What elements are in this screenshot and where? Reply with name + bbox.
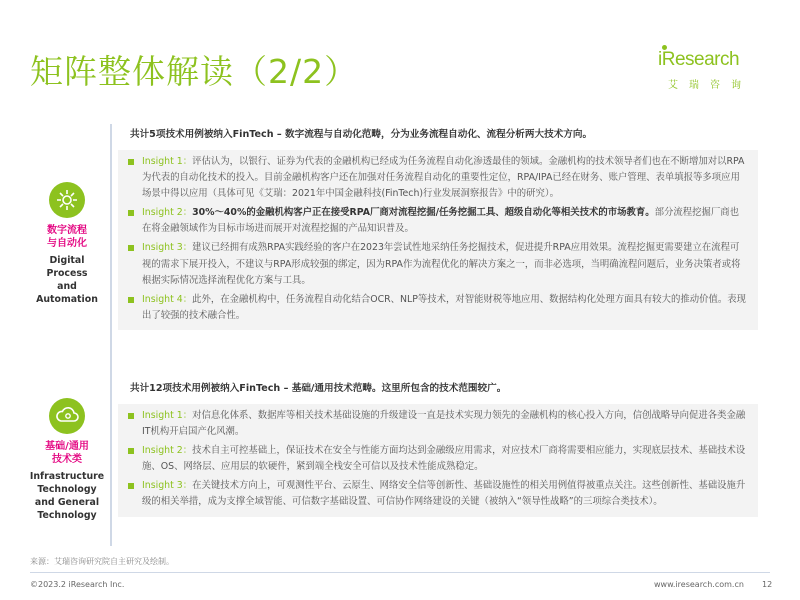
page-number: 12 [762,580,773,589]
side-title-en: Digital Process and Automation [36,255,98,305]
insight-item [128,240,748,288]
section-infrastructure [118,382,758,517]
insight-item [128,292,748,324]
insight-item [128,154,748,202]
footer-website-link[interactable]: www.iresearch.com.cn [654,580,744,589]
bullet-square-icon [128,210,134,216]
side-title-cn: 数字流程 与自动化 [47,225,87,249]
vertical-divider [110,124,112,546]
insight-text: 此外，在金融机构中，任务流程自动化结合OCR、NLP等技术，对智能财税等地应用、数据结构化处理方面具有较大的推动价值。表现出了较强的技术融合性。 [142,293,747,321]
insight-label: Insight 3： [142,480,193,492]
insight-text: 对信息化体系、数据库等相关技术基础设施的升级建设一直是技术实现力领先的金融机构的核心投入方向，信创战略导向促进各类金融IT机构开启国产化风潮。 [142,410,746,438]
insight-box [118,404,758,517]
section-heading: 共计12项技术用例被纳入FinTech – 基础/通用技术范畴。这里所包含的技术范围较广。 [130,383,507,394]
bullet-square-icon [128,245,134,251]
insight-box [118,150,758,330]
page-title: 矩阵整体解读（2/2） [30,52,359,91]
side-title-en: Infrastructure Technology and General Technology [29,471,105,521]
source-note: 来源：艾瑞咨询研究院自主研究及绘制。 [30,557,174,566]
insight-text: 建议已经拥有成熟RPA实践经验的客户在2023年尝试性地采纳任务挖掘技术，促进提升RPA应用效果。流程挖掘更需要建立在流程可视的需求下展开投入，不建议与RPA形成较强的绑定，因为RPA作为流程优化的解决方案之一，而非必选项，当明确流程问题后，业务决策者或将根据实际情况选择流程优化方案与工具。 [142,242,741,286]
logo-text: iResearch [658,49,740,70]
side-label-digital-process [28,182,106,306]
insight-item [128,408,748,440]
insight-label: Insight 3： [142,242,193,254]
section-heading: 共计5项技术用例被纳入FinTech – 数字流程与自动化范畴，分为业务流程自动化、流程分析两大技术方向。 [130,129,593,140]
insight-item [128,443,748,475]
insight-label: Insight 1： [142,410,193,421]
iresearch-logo[interactable] [658,34,768,94]
insight-text: 评估认为，以银行、证券为代表的金融机构已经成为任务流程自动化渗透最佳的领域。金融机构的技术领导者们也在不断增加对以RPA为代表的自动化技术的投入。目前金融机构客户还在加强对任务流程自动化的重要性定位，RPA/IPA已经在财务、账户管理、表单填报等多项应用场景中得以应用（具体可见《艾瑞：2021年中国金融科技(FinTech)行业发展洞察报告》中的研究）。 [142,156,745,200]
insight-text: 在关键技术方向上，可观测性平台、云原生、网络安全信等创新性、基础设施性的相关用例值得被重点关注。这些创新性、基础设施升级的相关举措，成为支撑全域智能、可信数字基础设置、可信协作网络建设的关键（被纳入“领导性战略”的三项综合类技术）。 [142,480,746,508]
insight-label: Insight 2： [142,445,193,457]
insight-label: Insight 1： [142,156,193,167]
side-label-infrastructure [28,398,106,522]
logo-subtitle: 艾瑞咨询 [668,80,752,91]
insight-item [128,205,748,237]
side-title-cn: 基础/通用 技术类 [45,441,89,465]
insight-item [128,478,748,510]
section-digital-process [118,128,758,330]
insight-text: 技术自主可控基础上，保证技术在安全与性能方面均达到金融级应用需求，对应技术厂商将需要相应能力，实现底层技术、基础技术设施、OS、网络层、应用层的软硬件，紧到端全栈安全可信以及技术性能成熟稳定。 [142,445,746,473]
footer-divider [30,572,770,573]
bullet-square-icon [128,297,134,303]
bullet-square-icon [128,483,134,489]
insight-text: 部分流程挖掘厂商也在将金融领域作为目标市场进而展开对流程挖掘的产品知识普及。 [142,207,740,235]
bullet-square-icon [128,413,134,419]
bullet-square-icon [128,159,134,165]
process-automation-icon [49,182,85,218]
cloud-gear-icon [49,398,85,434]
insight-label: Insight 2： [142,207,193,219]
insight-bold: 30%～40%的金融机构客户正在接受RPA厂商对流程挖掘/任务挖掘工具、超级自动化等相关技术的市场教育。 [192,207,655,219]
footer-copyright: ©2023.2 iResearch Inc. [30,580,125,589]
insight-label: Insight 4： [142,293,193,305]
bullet-square-icon [128,448,134,454]
